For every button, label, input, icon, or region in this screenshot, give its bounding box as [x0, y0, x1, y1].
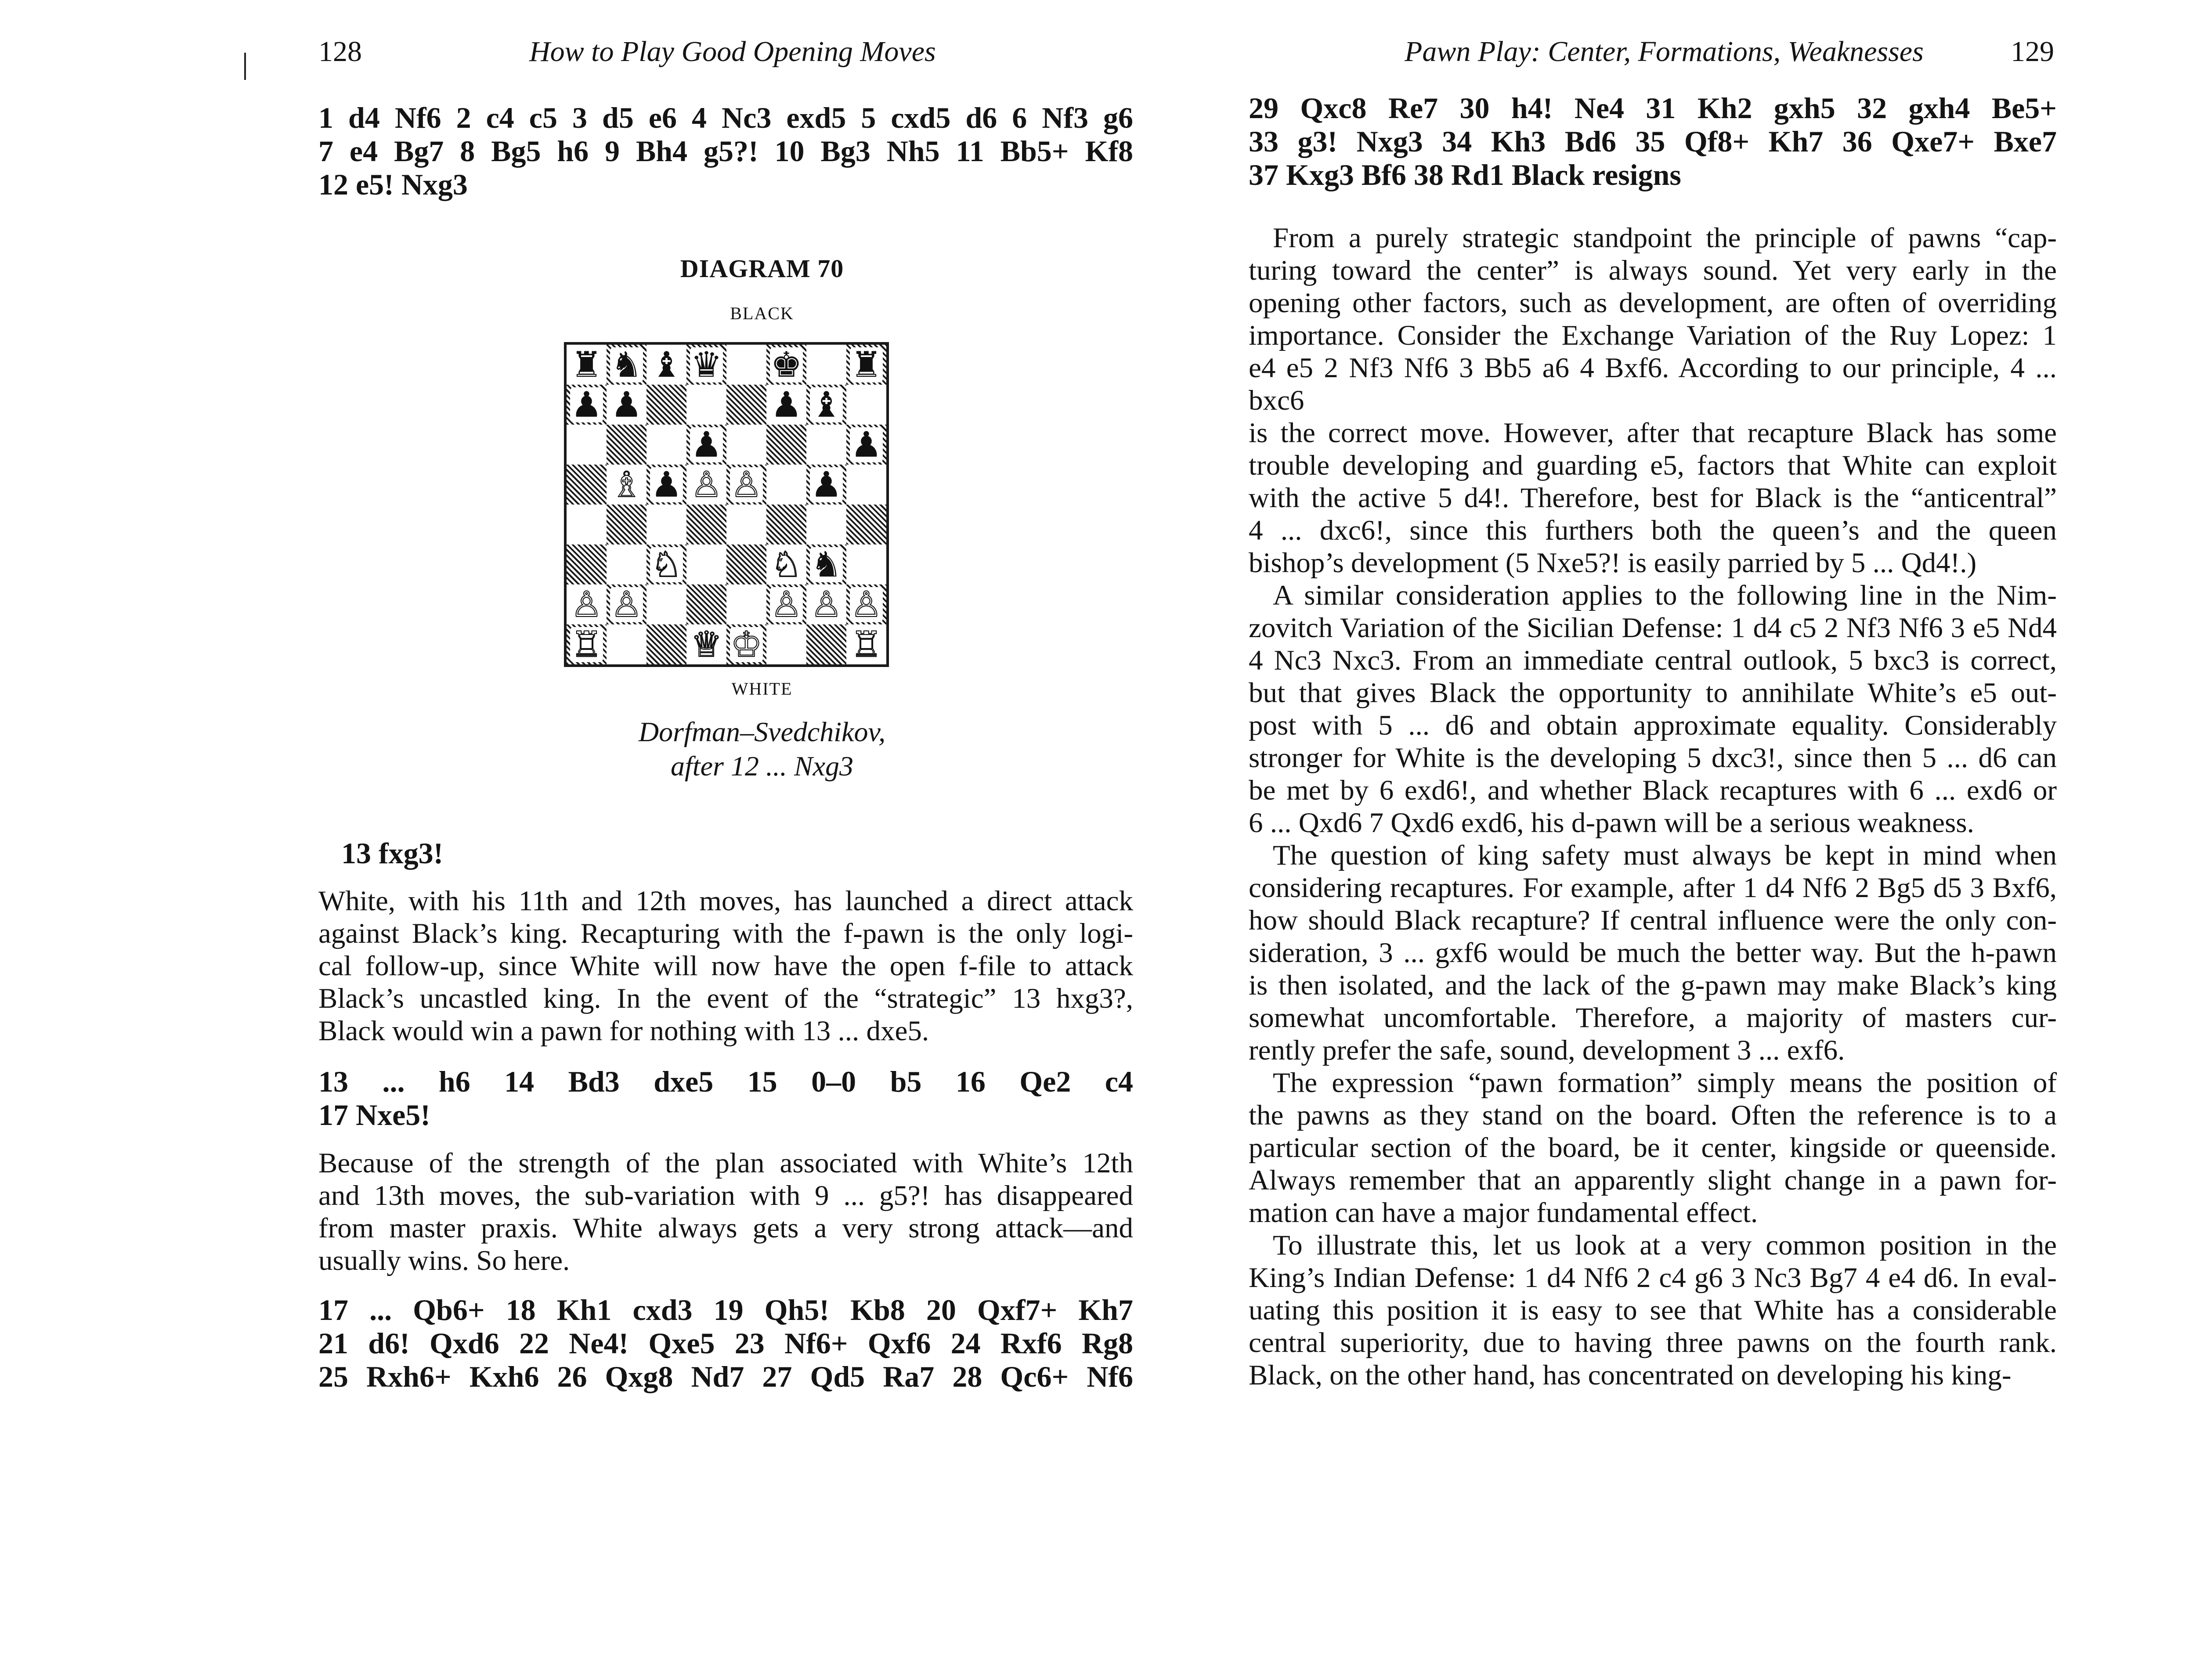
square-d1 [686, 624, 726, 664]
white-king-icon: ♔ [730, 624, 762, 665]
square-f8 [766, 345, 806, 385]
right-text-column [1249, 222, 2057, 1392]
move-line: 12 e5! Nxg3 [318, 168, 468, 201]
board-label-white: WHITE [731, 679, 793, 699]
diagram-title: DIAGRAM 70 [680, 254, 844, 283]
text-line: Black, on the other hand, has concentrated on developing his king- [1249, 1359, 2012, 1391]
square-c6 [647, 425, 686, 465]
square-g7 [806, 385, 846, 425]
text-line: against Black’s king. Recapturing with the f-pawn is the only logi- [318, 918, 1133, 949]
caption-line: Dorfman–Svedchikov, [638, 716, 886, 747]
text-line: how should Black recapture? If central influence were the only con- [1249, 905, 2057, 936]
square-a8 [567, 345, 607, 385]
black-pawn-icon: ♟ [650, 464, 683, 505]
left-paragraph-2 [318, 1147, 1133, 1277]
text-line: 6 ... Qxd6 7 Qxd6 exd6, his d-pawn will be a serious weakness. [1249, 807, 1974, 839]
square-e5 [726, 465, 766, 505]
white-pawn-icon: ♙ [850, 584, 882, 625]
text-line: and 13th moves, the sub-variation with 9 ... g5?! has disappeared [318, 1180, 1133, 1211]
move-line: 17 Nxe5! [318, 1098, 430, 1132]
square-c5 [647, 465, 686, 505]
black-pawn-icon: ♟ [770, 384, 802, 425]
square-e8 [726, 345, 766, 385]
square-d7 [686, 385, 726, 425]
move-13: 13 fxg3! [341, 836, 444, 870]
square-g8 [806, 345, 846, 385]
right-paragraph-1 [1249, 222, 2057, 579]
caption-line: after 12 ... Nxg3 [671, 750, 853, 782]
moves-17-28 [318, 1293, 1133, 1393]
black-pawn-icon: ♟ [571, 384, 603, 425]
square-h6 [846, 425, 886, 465]
text-line: trouble developing and guarding e5, factors that White can exploit [1249, 450, 2057, 481]
square-f5 [766, 465, 806, 505]
square-h8 [846, 345, 886, 385]
black-knight-icon: ♞ [610, 344, 643, 385]
square-f6 [766, 425, 806, 465]
text-line: From a purely strategic standpoint the principle of pawns “cap- [1273, 222, 2057, 254]
square-c2 [647, 584, 686, 624]
text-line: with the active 5 d4!. Therefore, best for Black is the “anticentral” [1249, 482, 2057, 514]
text-line: uating this position it is easy to see that White has a considerable [1249, 1294, 2057, 1326]
square-a4 [567, 505, 607, 544]
text-line: zovitch Variation of the Sicilian Defense: 1 d4 c5 2 Nf3 Nf6 3 e5 Nd4 [1249, 612, 2057, 644]
square-g5 [806, 465, 846, 505]
square-h1 [846, 624, 886, 664]
square-e7 [726, 385, 766, 425]
square-d4 [686, 505, 726, 544]
square-a1 [567, 624, 607, 664]
white-knight-icon: ♘ [650, 544, 683, 585]
move-line: 7 e4 Bg7 8 Bg5 h6 9 Bh4 g5?! 10 Bg3 Nh5 11 Bb5+ Kf8 [318, 134, 1133, 168]
text-line: Always remember that an apparently slight change in a pawn for- [1249, 1164, 2057, 1196]
black-pawn-icon: ♟ [690, 424, 722, 465]
square-c7 [647, 385, 686, 425]
black-pawn-icon: ♟ [610, 384, 643, 425]
square-b1 [607, 624, 647, 664]
text-line: from master praxis. White always gets a very strong attack—and [318, 1212, 1133, 1244]
square-h7 [846, 385, 886, 425]
move-line: 37 Kxg3 Bf6 38 Rd1 Black resigns [1249, 158, 1681, 191]
move-line: 21 d6! Qxd6 22 Ne4! Qxe5 23 Nf6+ Qxf6 24 Rxf6 Rg8 [318, 1327, 1133, 1360]
running-title-left: How to Play Good Opening Moves [529, 36, 936, 68]
square-b3 [607, 544, 647, 584]
square-c3 [647, 544, 686, 584]
square-d2 [686, 584, 726, 624]
square-b7 [607, 385, 647, 425]
text-line: sideration, 3 ... gxf6 would be much the better way. But the h-pawn [1249, 937, 2057, 969]
square-g4 [806, 505, 846, 544]
text-line: mation can have a major fundamental effect. [1249, 1197, 1758, 1229]
text-line: somewhat uncomfortable. Therefore, a majority of masters cur- [1249, 1002, 2057, 1034]
square-f3 [766, 544, 806, 584]
text-line: cal follow-up, since White will now have the open f-file to attack [318, 950, 1133, 982]
text-line: importance. Consider the Exchange Variation of the Ruy Lopez: 1 [1249, 320, 2057, 351]
black-bishop-icon: ♝ [810, 384, 842, 425]
right-paragraph-4 [1249, 1067, 2057, 1229]
right-paragraph-2 [1249, 579, 2057, 839]
scan-mark [244, 53, 246, 80]
text-line: Because of the strength of the plan associated with White’s 12th [318, 1147, 1133, 1179]
left-paragraph-1 [318, 885, 1133, 1047]
square-g6 [806, 425, 846, 465]
text-line: be met by 6 exd6!, and whether Black recaptures with 6 ... exd6 or [1249, 775, 2057, 806]
text-line: The expression “pawn formation” simply means the position of [1273, 1067, 2057, 1099]
square-e2 [726, 584, 766, 624]
page-number-right: 129 [2011, 36, 2054, 68]
text-line: is the correct move. However, after that recapture Black has some [1249, 417, 2057, 449]
text-line: the pawns as they stand on the board. Often the reference is to a [1249, 1100, 2057, 1131]
white-pawn-icon: ♙ [810, 584, 842, 625]
white-pawn-icon: ♙ [610, 584, 643, 625]
white-pawn-icon: ♙ [571, 584, 603, 625]
square-e4 [726, 505, 766, 544]
square-d6 [686, 425, 726, 465]
white-pawn-icon: ♙ [730, 464, 762, 505]
running-title-right: Pawn Play: Center, Formations, Weaknesses [1405, 36, 1924, 68]
right-paragraph-3 [1249, 839, 2057, 1067]
right-page [1154, 0, 2196, 1680]
square-g2 [806, 584, 846, 624]
black-knight-icon: ♞ [810, 544, 842, 585]
board-label-black: BLACK [730, 303, 794, 323]
square-f1 [766, 624, 806, 664]
square-f2 [766, 584, 806, 624]
square-e3 [726, 544, 766, 584]
square-a6 [567, 425, 607, 465]
text-line: particular section of the board, be it center, kingside or queenside. [1249, 1132, 2057, 1164]
text-line: but that gives Black the opportunity to annihilate White’s e5 out- [1249, 677, 2057, 709]
text-line: considering recaptures. For example, after 1 d4 Nf6 2 Bg5 d5 3 Bxf6, [1249, 872, 2057, 904]
opening-moves [318, 101, 1133, 201]
move-line: 29 Qxc8 Re7 30 h4! Ne4 31 Kh2 gxh5 32 gxh4 Be5+ [1249, 91, 2057, 125]
square-a5 [567, 465, 607, 505]
square-b6 [607, 425, 647, 465]
moves-13-17 [318, 1065, 1133, 1132]
square-d8 [686, 345, 726, 385]
white-pawn-icon: ♙ [770, 584, 802, 625]
text-line: To illustrate this, let us look at a very common position in the [1273, 1229, 2057, 1261]
square-h5 [846, 465, 886, 505]
move-line: 25 Rxh6+ Kxh6 26 Qxg8 Nd7 27 Qd5 Ra7 28 Qc6+ Nf6 [318, 1360, 1133, 1393]
white-rook-icon: ♖ [571, 624, 603, 665]
square-a2 [567, 584, 607, 624]
square-h2 [846, 584, 886, 624]
square-a7 [567, 385, 607, 425]
square-b8 [607, 345, 647, 385]
black-king-icon: ♚ [770, 344, 802, 385]
text-line: King’s Indian Defense: 1 d4 Nf6 2 c4 g6 3 Nc3 Bg7 4 e4 d6. In eval- [1249, 1262, 2057, 1294]
move-line: 33 g3! Nxg3 34 Kh3 Bd6 35 Qf8+ Kh7 36 Qxe7+ Bxe7 [1249, 125, 2057, 158]
text-line: 4 Nc3 Nxc3. From an immediate central outlook, 5 bxc3 is correct, [1249, 645, 2057, 676]
black-bishop-icon: ♝ [650, 344, 683, 385]
square-f4 [766, 505, 806, 544]
white-bishop-icon: ♗ [610, 464, 643, 505]
white-rook-icon: ♖ [850, 624, 882, 665]
page-number-left: 128 [318, 36, 362, 68]
square-d5 [686, 465, 726, 505]
text-line: post with 5 ... d6 and obtain approximate equality. Considerably [1249, 710, 2057, 741]
black-rook-icon: ♜ [850, 344, 882, 385]
black-queen-icon: ♛ [690, 344, 722, 385]
white-knight-icon: ♘ [770, 544, 802, 585]
text-line: central superiority, due to having three pawns on the fourth rank. [1249, 1327, 2057, 1359]
move-line: 13 ... h6 14 Bd3 dxe5 15 0–0 b5 16 Qe2 c4 [318, 1065, 1133, 1098]
white-queen-icon: ♕ [690, 624, 722, 665]
square-g3 [806, 544, 846, 584]
text-line: Black’s uncastled king. In the event of the “strategic” 13 hxg3?, [318, 983, 1133, 1014]
text-line: opening other factors, such as development, are often of overriding [1249, 287, 2057, 319]
square-b5 [607, 465, 647, 505]
square-g1 [806, 624, 846, 664]
diagram-caption [492, 715, 1032, 783]
text-line: White, with his 11th and 12th moves, has launched a direct attack [318, 885, 1133, 917]
square-f7 [766, 385, 806, 425]
text-line: Black would win a pawn for nothing with 13 ... dxe5. [318, 1015, 929, 1047]
square-b2 [607, 584, 647, 624]
square-c1 [647, 624, 686, 664]
text-line: rently prefer the safe, sound, development 3 ... exf6. [1249, 1035, 1845, 1066]
text-line: is then isolated, and the lack of the g-pawn may make Black’s king [1249, 970, 2057, 1001]
text-line: 4 ... dxc6!, since this furthers both the queen’s and the queen [1249, 515, 2057, 546]
text-line: turing toward the center” is always sound. Yet very early in the [1249, 255, 2057, 286]
right-paragraph-5 [1249, 1229, 2057, 1392]
square-e6 [726, 425, 766, 465]
move-line: 17 ... Qb6+ 18 Kh1 cxd3 19 Qh5! Kb8 20 Qxf7+ Kh7 [318, 1293, 1133, 1327]
text-line: e4 e5 2 Nf3 Nf6 3 Bb5 a6 4 Bxf6. According to our principle, 4 ... bxc6 [1249, 352, 2057, 416]
black-rook-icon: ♜ [571, 344, 603, 385]
chessboard [564, 342, 889, 667]
black-pawn-icon: ♟ [810, 464, 842, 505]
square-b4 [607, 505, 647, 544]
square-h3 [846, 544, 886, 584]
square-e1 [726, 624, 766, 664]
text-line: usually wins. So here. [318, 1245, 570, 1276]
text-line: The question of king safety must always be kept in mind when [1273, 840, 2057, 871]
text-line: A similar consideration applies to the following line in the Nim- [1273, 580, 2057, 611]
square-c8 [647, 345, 686, 385]
moves-29-38 [1249, 91, 2057, 191]
square-h4 [846, 505, 886, 544]
square-c4 [647, 505, 686, 544]
square-d3 [686, 544, 726, 584]
square-a3 [567, 544, 607, 584]
white-pawn-icon: ♙ [690, 464, 722, 505]
text-line: bishop’s development (5 Nxe5?! is easily parried by 5 ... Qd4!.) [1249, 547, 1977, 579]
black-pawn-icon: ♟ [850, 424, 882, 465]
text-line: stronger for White is the developing 5 dxc3!, since then 5 ... d6 can [1249, 742, 2057, 774]
move-line: 1 d4 Nf6 2 c4 c5 3 d5 e6 4 Nc3 exd5 5 cxd5 d6 6 Nf3 g6 [318, 101, 1133, 134]
